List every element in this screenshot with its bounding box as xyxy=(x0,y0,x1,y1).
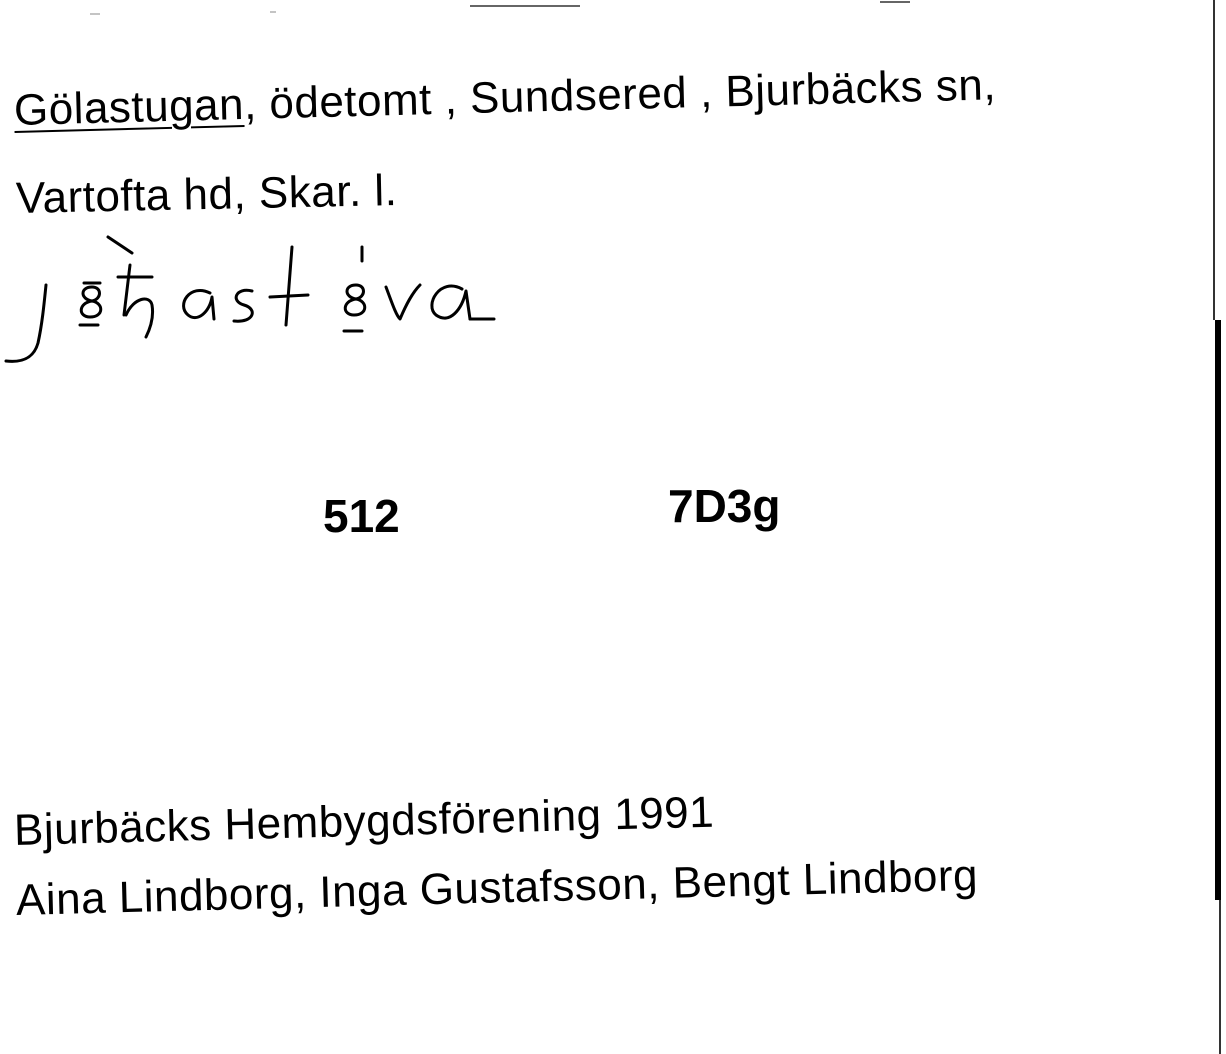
place-line-2: Vartofta hd, Skar. l. xyxy=(15,166,398,223)
card-right-edge xyxy=(1208,0,1226,1054)
handwritten-dialect-form xyxy=(0,225,520,385)
place-name: Gölastugan xyxy=(13,79,245,135)
card-number: 512 xyxy=(323,490,400,542)
map-grid-code: 7D3g xyxy=(668,480,781,532)
place-line-1 xyxy=(13,60,996,136)
place-details: , ödetomt , Sundsered , Bjurbäcks sn, xyxy=(243,60,997,129)
authors-line: Aina Lindborg, Inga Gustafsson, Bengt Lindborg xyxy=(15,850,979,925)
scan-artifact-marks xyxy=(0,0,1226,20)
organization-line: Bjurbäcks Hembygdsförening 1991 xyxy=(13,787,715,855)
